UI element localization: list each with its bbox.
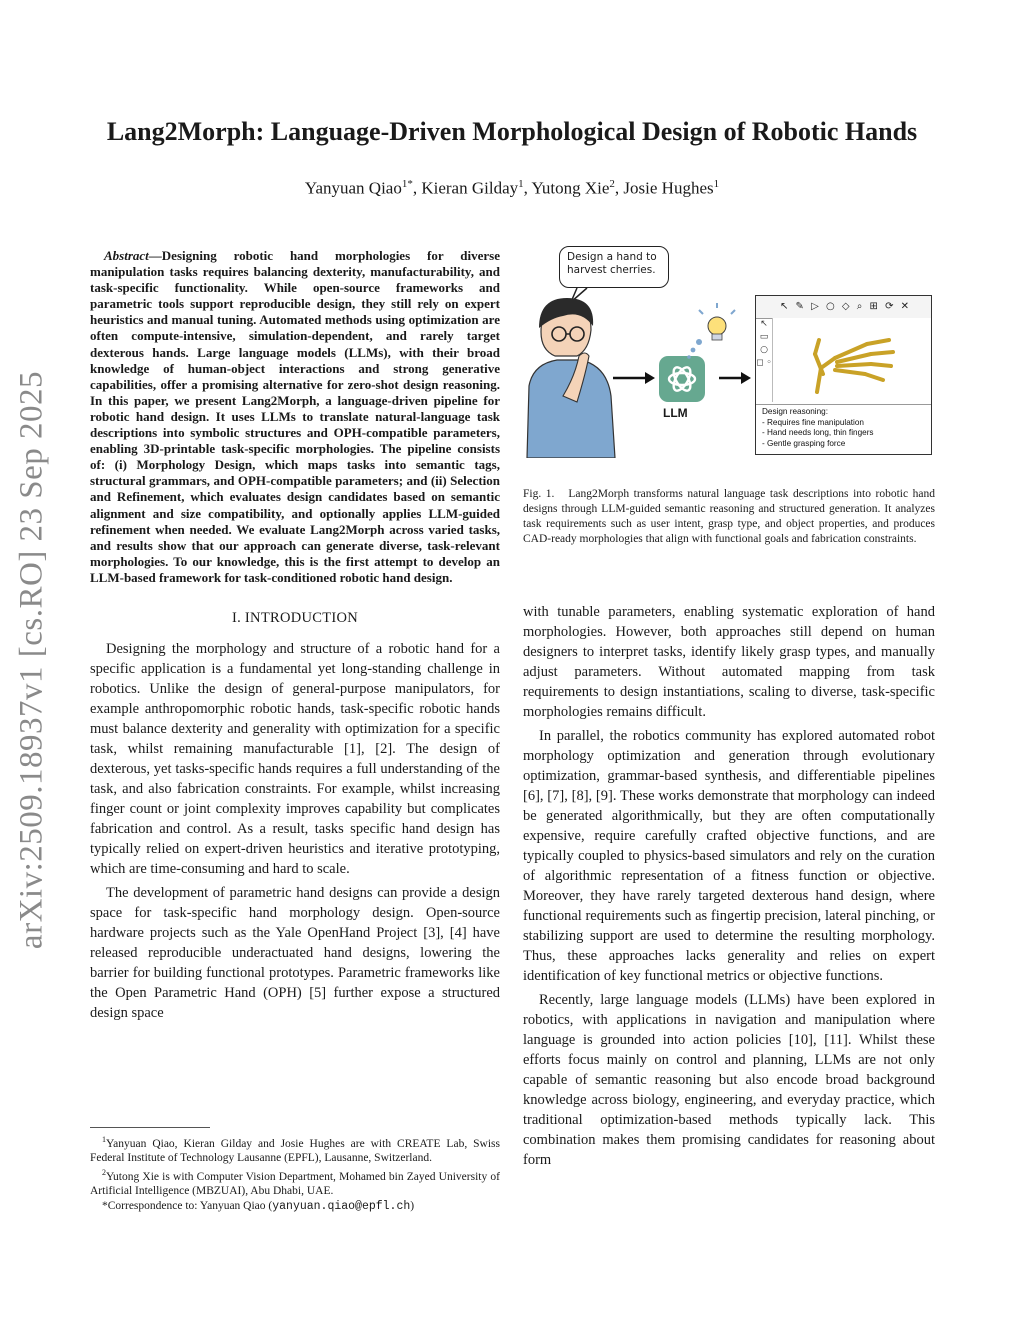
section-heading: I. INTRODUCTION xyxy=(231,609,359,626)
author: Yutong Xie xyxy=(531,178,610,198)
footnote-mark: 1 xyxy=(102,1135,106,1144)
caption-text: Lang2Morph transforms natural language task descriptions into robotic hand designs through LLM-guided semantic reasoning and structured generation. It analyzes task requirements such as user intent, grasp type, and object properties, and produces CAD-ready morphologies that align with functional goals and fabrication constraints. xyxy=(523,488,935,545)
figure-1 xyxy=(523,246,935,458)
paragraph: Recently, large language models (LLMs) have been explored in robotics, with applications in navigation and manipulation where language is grounded into action policies [10], [11]. Whilst these efforts focus mainly on control and planning, LLMs are not only capable of semantic reasoning but also encode broad background knowledge across biology, engineering, and everyday practice, which traditional optimization-based methods typically lack. This combination makes them promising candidates for reasoning about form xyxy=(523,992,935,1168)
author-affiliation: 1* xyxy=(401,178,413,190)
cad-toolbar: ↖ ✎ ▷ ○ ◇ ⌕ ⊞ ⟳ ✕ xyxy=(756,296,931,319)
reasoning-title: Design reasoning: xyxy=(762,407,828,416)
person-body xyxy=(527,360,615,458)
design-reasoning-panel xyxy=(756,404,931,454)
cad-window xyxy=(755,295,932,455)
paragraph: The development of parametric hand designs can provide a design space for task-specific hand morphology design. Open-source hardware projects such as the Yale OpenHand Project [3], [4] have released reproducible underactuated hand designs, lowering the barrier for building functional prototypes. Parametric frameworks like the Open Parametric Hand (OPH) [5] further expose a structured design space xyxy=(90,884,500,1021)
abstract-label: Abstract xyxy=(104,248,149,263)
author: Kieran Gilday xyxy=(421,178,519,198)
author-affiliation: 2 xyxy=(609,178,615,190)
footnote-text: ) xyxy=(410,1199,415,1212)
footnote xyxy=(90,1133,500,1166)
cad-side-tools: ↖ ▭ ○ ◻ ◦ xyxy=(756,318,773,402)
arrow-2-head xyxy=(741,372,751,384)
figure-label: Fig. 1. xyxy=(523,488,555,500)
footnote-text: Correspondence to: Yanyuan Qiao ( xyxy=(107,1199,273,1212)
footnotes xyxy=(90,1133,500,1214)
author-affiliation: 1 xyxy=(518,178,524,190)
left-column xyxy=(90,248,500,1023)
author: Josie Hughes xyxy=(623,178,714,198)
llm-logo-icon xyxy=(659,356,705,402)
paragraph: In parallel, the robotics community has explored automated robot morphology optimization and generation through evolutionary optimization, grammar-based synthesis, and differentiable pipelines [6], [7], [8], [9]. These works demonstrate that morphology can indeed be generated algorithmically, but they are often computationally expensive, require carefully crafted objective functions, and are typically coupled to physics-based simulators and rely on the curation of algorithmic representation of a fitness function or objective. Moreover, they have rarely targeted dexterous hand design, where functional requirements such as fingertip precision, lateral pinching, or stabilizing support are used to determine the resulting morphology. Thus, these approaches lacks generality and relies on expert identification of key functional metrics or objective functions. xyxy=(523,728,935,984)
abstract-text: Designing robotic hand morphologies for diverse manipulation tasks requires balancing dexterity, manufacturability, and task-specific functionality. While open-source frameworks and parametric tools support reproducible design, they still rely on expert heuristics and manual tuning. Automated methods using optimization are often compute-intensive, simulation-dependent, and rarely target dexterous hands. Large language models (LLMs), with their broad knowledge of human-object interactions and strong generative capabilities, offer a promising alternative for zero-shot design reasoning. In this paper, we present Lang2Morph, a language-driven pipeline for robotic hand design. It uses LLMs to translate natural-language task descriptions into symbolic structures and OPH-compatible parameters, enabling 3D-printable task-specific morphologies. The pipeline consists of: (i) Morphology Design, which maps tasks into semantic tags, structural grammars, and OPH-compatible parameters; and (ii) Selection and Refinement, which evaluates design candidates based on semantic alignment and size compatibility, and optionally applies LLM-guided refinement when needed. We evaluate Lang2Morph across varied tasks, and results show that our approach can generate diverse, task-relevant morphologies. To our knowledge, this is the first attempt to develop an LLM-based framework for task-conditioned robotic hand design. xyxy=(90,248,500,585)
robotic-hand-render xyxy=(773,318,929,402)
arrow-1-head xyxy=(645,372,655,384)
footnote-mark: 2 xyxy=(102,1167,106,1177)
figure-caption xyxy=(523,487,935,547)
footnote xyxy=(90,1166,500,1199)
footnote-text: Yanyuan Qiao, Kieran Gilday and Josie Hughes are with CREATE Lab, Swiss Federal Institute of Technology Lausanne (EPFL), Lausanne, Switzerland. xyxy=(90,1137,500,1165)
lightbulb-icon xyxy=(687,303,735,359)
author: Yanyuan Qiao xyxy=(304,178,402,198)
author-affiliation: 1 xyxy=(713,178,720,190)
speech-bubble: Design a hand to harvest cherries. xyxy=(559,246,669,288)
footnote xyxy=(90,1199,500,1215)
email-link[interactable]: yanyuan.qiao@epfl.ch xyxy=(272,1199,411,1213)
llm-label: LLM xyxy=(663,406,688,420)
right-column xyxy=(523,602,935,1170)
footnote-mark: * xyxy=(102,1199,108,1212)
paragraph: Designing the morphology and structure of a robotic hand for a specific application is a fundamental yet long-standing challenge in robotics. Unlike the design of general-purpose manipulators, for example anthropomorphic robotic hands, task-specific robotic hands must balance dexterity and generality with optimization for a specific task, whilst remaining manufacturable [1], [2]. The design of dexterous, yet tasks-specific hands requires a full understanding of the task, and also fabrication constraints. For example, whilst increasing finger count or joint complexity improves capability but complicates fabrication and control. As a result, tasks specific hand design has typically relied on expert-driven heuristics and iterative prototyping, which are time-consuming and hard to scale. xyxy=(90,640,500,877)
paper-title: Lang2Morph: Language-Driven Morphological Design of Robotic Hands xyxy=(106,117,918,146)
reasoning-item: - Gentle grasping force xyxy=(762,438,846,448)
footnote-text: Yutong Xie is with Computer Vision Department, Mohamed bin Zayed University of Artificial Intelligence (MBZUAI), Abu Dhabi, UAE. xyxy=(90,1170,500,1198)
footnote-rule xyxy=(90,1127,210,1128)
paragraph: with tunable parameters, enabling systematic exploration of hand morphologies. However, both approaches still depend on human designers to interpret tasks, identify likely grasp types, and manually adjust parameters. Without automated mapping from task requirements to design instantiations, scaling to diverse, task-specific morphologies remains difficult. xyxy=(523,604,935,720)
arxiv-id: arXiv:2509.18937v1 [cs.RO] 23 Sep 2025 xyxy=(13,370,50,950)
reasoning-item: - Hand needs long, thin fingers xyxy=(762,428,874,437)
arxiv-stamp xyxy=(8,360,56,960)
reasoning-item: - Requires fine manipulation xyxy=(762,417,864,427)
author-list: Yanyuan Qiao$^{1*}$, Kieran Gilday$^1$, Yutong Xie$^2$, Josie Hughes$^1$ xyxy=(304,178,720,198)
cad-canvas xyxy=(773,318,931,402)
abstract: Abstract—Designing robotic hand morphologies for diverse manipulation tasks requires balancing dexterity, manufacturability, and task-specific functionality. While open-source frameworks and parametric tools support reproducible design, they still rely on expert heuristics and manual tuning. Automated methods using optimization are often compute-intensive, simulation-dependent, and rarely target dexterous hands. Large language models (LLMs), with their broad knowledge of human-object interactions and strong generative capabilities, offer a promising alternative for zero-shot design reasoning. In this paper, we present Lang2Morph, a language-driven pipeline for robotic hand design. It uses LLMs to translate natural-language task descriptions into symbolic structures and OPH-compatible parameters, enabling 3D-printable task-specific morphologies. The pipeline consists of: (i) Morphology Design, which maps tasks into semantic tags, structural grammars, and OPH-compatible parameters; and (ii) Selection and Refinement, which evaluates design candidates based on semantic alignment and size compatibility, and optionally applies LLM-guided refinement when needed. We evaluate Lang2Morph across varied tasks, and results show that our approach can generate diverse, task-relevant morphologies. To our knowledge, this is the first attempt to develop an LLM-based framework for task-conditioned robotic hand design. xyxy=(90,248,500,585)
